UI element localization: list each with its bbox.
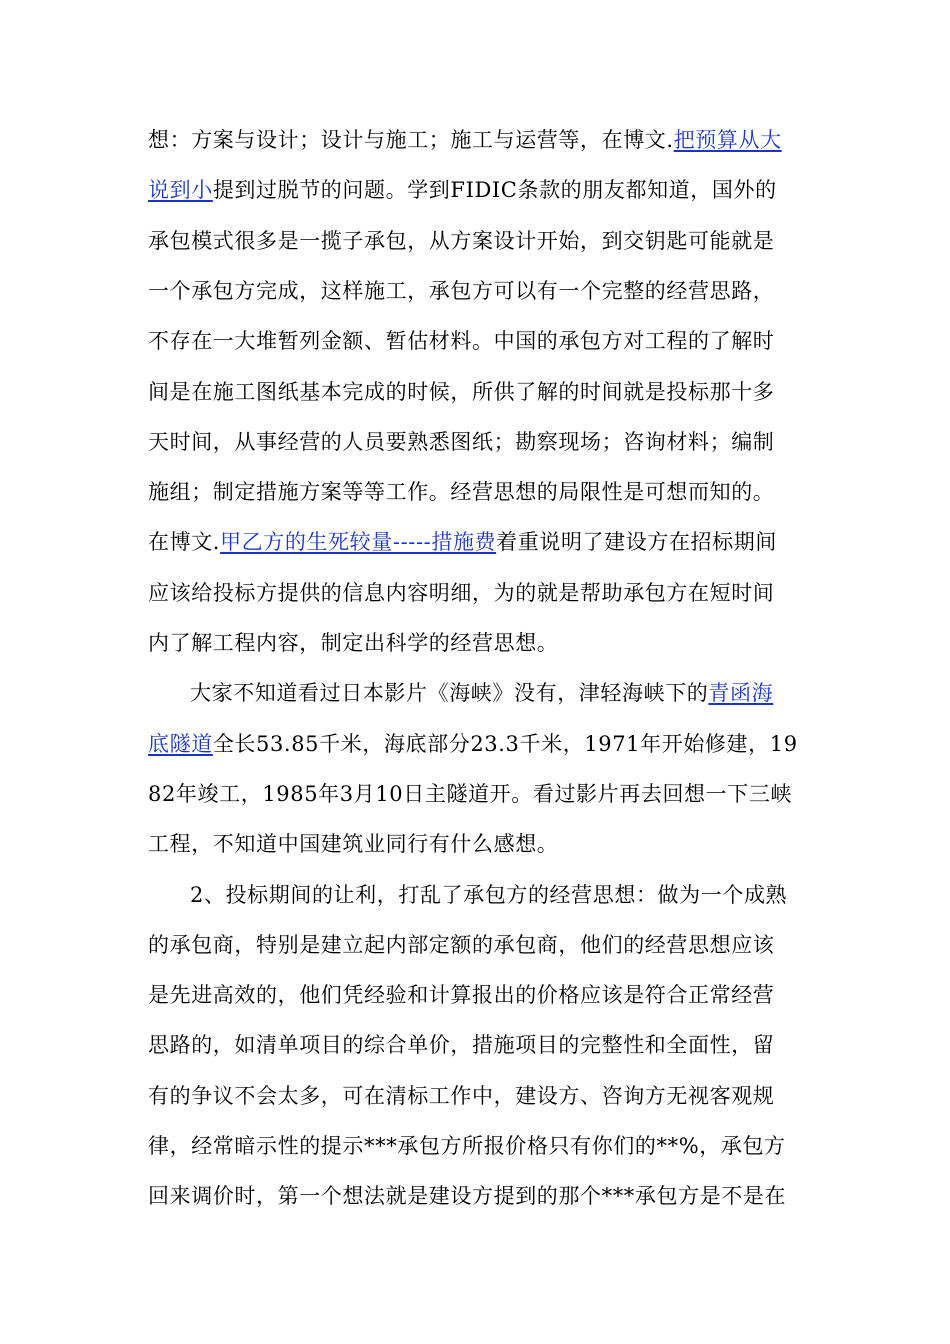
inline-link[interactable]: 底隧道 [148,732,213,756]
text-line [148,422,818,462]
text-line [148,472,818,512]
text-line [148,623,818,663]
text-segment: 不存在一大堆暂列金额、暂估材料。中国的承包方对工程的了解时 [148,329,775,353]
text-segment: 想：方案与设计；设计与施工；施工与运营等，在博文. [148,128,674,152]
text-line [148,573,818,613]
text-segment: 着重说明了建设方在招标期间 [496,530,777,554]
inline-link[interactable]: 把预算从大 [673,128,782,152]
text-line [148,1025,818,1065]
text-line [190,673,818,713]
text-line [148,170,818,210]
text-line [148,271,818,311]
text-segment: 是先进高效的，他们凭经验和计算报出的价格应该是符合正常经营 [148,983,775,1007]
text-line [190,875,818,915]
text-segment: 有的争议不会太多，可在清标工作中，建设方、咨询方无视客观规 [148,1084,775,1108]
text-segment: 一个承包方完成，这样施工，承包方可以有一个完整的经营思路， [148,279,775,303]
text-segment: 工程，不知道中国建筑业同行有什么感想。 [148,832,559,856]
text-segment: 间是在施工图纸基本完成的时候，所供了解的时间就是投标那十多 [148,380,775,404]
text-segment: 内了解工程内容，制定出科学的经营思想。 [148,631,559,655]
text-segment: 承包模式很多是一揽子承包，从方案设计开始，到交钥匙可能就是 [148,229,775,253]
inline-link[interactable]: 甲乙方的生死较量-----措施费 [220,530,497,554]
text-line [148,1126,818,1166]
text-segment: 思路的，如清单项目的综合单价，措施项目的完整性和全面性，留 [148,1033,775,1057]
text-line [148,120,818,160]
text-line [148,774,818,814]
text-line [148,1176,818,1216]
text-line [148,221,818,261]
text-line [148,975,818,1015]
text-line [148,1076,818,1116]
inline-link[interactable]: 青函海 [708,681,774,705]
text-segment: 82年竣工，1985年3月10日主隧道开。看过影片再去回想一下三峡 [148,782,793,806]
text-segment: 应该给投标方提供的信息内容明细，为的就是帮助承包方在短时间 [148,581,775,605]
text-segment: 2、投标期间的让利，打乱了承包方的经营思想：做为一个成熟 [190,883,788,907]
text-segment: 在博文. [148,530,221,554]
text-segment: 大家不知道看过日本影片《海峡》没有，津轻海峡下的 [190,681,709,705]
text-segment: 施组；制定措施方案等等工作。经营思想的局限性是可想而知的。 [148,480,775,504]
text-segment: 回来调价时，第一个想法就是建设方提到的那个***承包方是不是在 [148,1184,787,1208]
text-line [148,372,818,412]
text-segment: 天时间，从事经营的人员要熟悉图纸；勘察现场；咨询材料；编制 [148,430,775,454]
text-line [148,824,818,864]
text-line [148,522,818,562]
text-segment: 律，经常暗示性的提示***承包方所报价格只有你们的**%，承包方 [148,1134,786,1158]
text-line [148,724,818,764]
text-segment: 提到过脱节的问题。学到FIDIC条款的朋友都知道，国外的 [212,178,777,202]
inline-link[interactable]: 说到小 [148,178,213,202]
text-line [148,321,818,361]
text-line [148,925,818,965]
text-segment: 全长53.85千米，海底部分23.3千米，1971年开始修建，19 [212,732,798,756]
text-segment: 的承包商，特别是建立起内部定额的承包商，他们的经营思想应该 [148,933,775,957]
